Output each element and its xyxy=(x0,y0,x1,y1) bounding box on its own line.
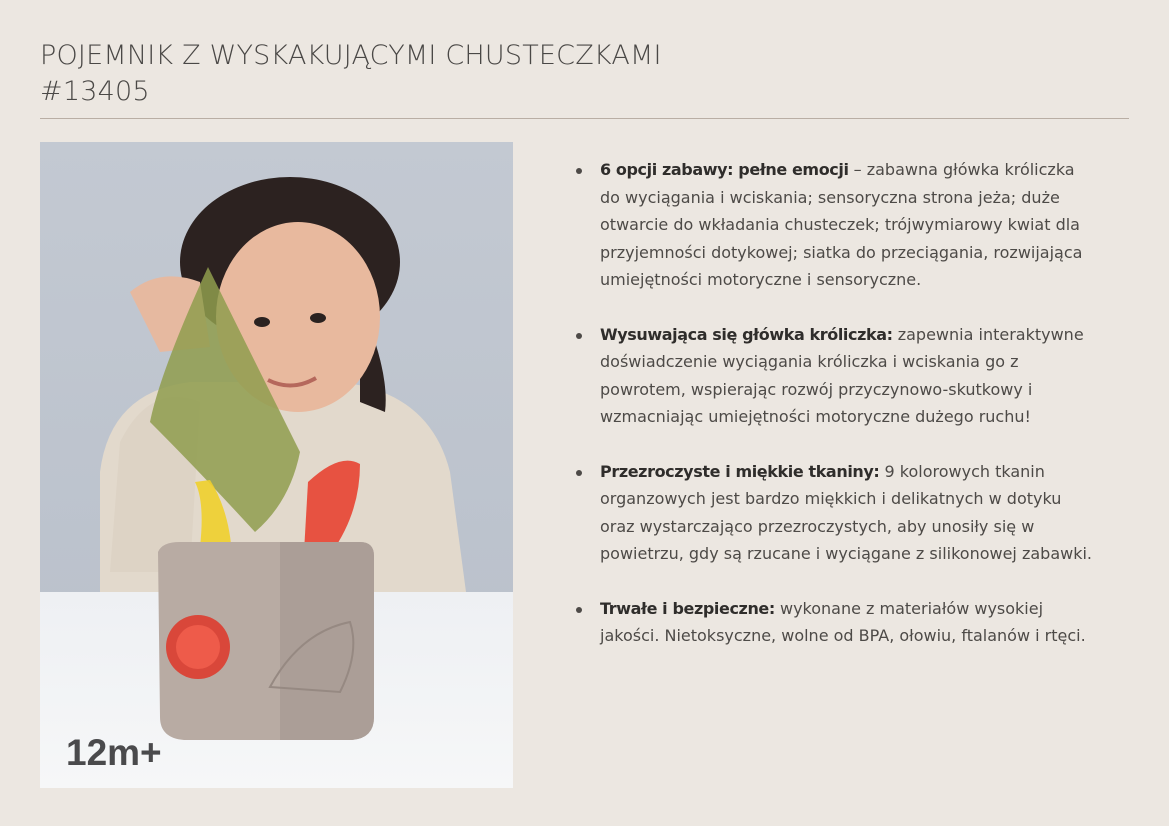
bullet-icon xyxy=(576,333,582,339)
feature-item xyxy=(576,321,1096,431)
feature-item xyxy=(576,595,1096,650)
product-code: #13405 xyxy=(40,76,150,107)
product-photo xyxy=(40,142,513,788)
feature-lead: 6 opcji zabawy: pełne emocji xyxy=(600,160,849,179)
feature-text: zapewnia interaktywne doświadczenie wyciągania króliczka i wciskania go z powrotem, wspierając rozwój przyczynowo-skutkowy i wzmacniając umiejętności motoryczne dużego ruchu! xyxy=(600,324,1084,426)
feature-item xyxy=(576,458,1096,568)
feature-list xyxy=(576,156,1096,677)
feature-text: – zabawna główka króliczka do wyciągania i wciskania; sensoryczna strona jeża; duże otwarcie do wkładania chusteczek; trójwymiarowy kwiat dla przyjemności dotykowej; siatka do przeciągania, rozwijająca umiejętności motoryczne i sensoryczne. xyxy=(600,160,1083,289)
product-name: POJEMNIK Z WYSKAKUJĄCYMI CHUSTECZKAMI xyxy=(40,40,662,71)
feature-text: wykonane z materiałów wysokiej jakości. Nietoksyczne, wolne od BPA, ołowiu, ftalanów i rtęci. xyxy=(600,598,1086,645)
feature-item xyxy=(576,156,1096,294)
feature-text: 9 kolorowych tkanin organzowych jest bardzo miękkich i delikatnych w dotyku oraz wystarczająco przezroczystych, aby unosiły się w powietrzu, gdy są rzucane i wyciągane z silikonowej zabawki. xyxy=(600,461,1093,563)
feature-lead: Wysuwająca się główka króliczka: xyxy=(600,324,893,344)
feature-lead: Trwałe i bezpieczne: xyxy=(600,598,775,618)
child-with-toy-photo-icon xyxy=(40,142,513,788)
feature-lead: Przezroczyste i miękkie tkaniny: xyxy=(600,461,880,481)
page-title xyxy=(40,38,662,110)
bullet-icon xyxy=(576,470,582,476)
title-divider xyxy=(40,118,1129,119)
bullet-icon xyxy=(576,168,582,174)
bullet-icon xyxy=(576,607,582,613)
age-badge: 12m+ xyxy=(66,732,162,773)
